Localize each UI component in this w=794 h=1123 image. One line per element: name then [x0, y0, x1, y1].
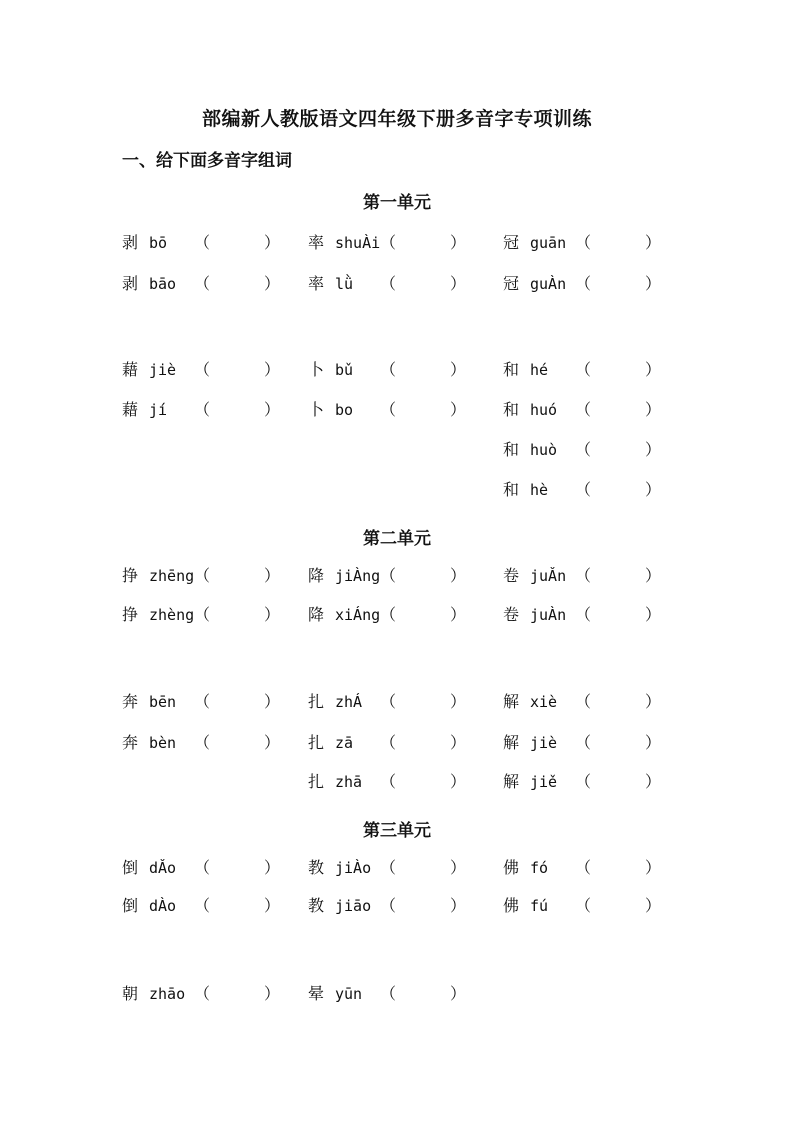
pinyin: lǜ — [335, 275, 354, 293]
character: 倒 — [122, 896, 139, 915]
answer-blank-close: ） — [264, 605, 281, 624]
polyphone-item — [308, 771, 468, 793]
polyphone-item — [503, 604, 663, 626]
character: 剥 — [122, 274, 139, 293]
answer-blank-open[interactable]: （ — [575, 772, 592, 791]
polyphone-item — [308, 895, 468, 917]
polyphone-item — [503, 399, 663, 421]
answer-blank-open[interactable]: （ — [575, 233, 592, 252]
answer-blank-open[interactable]: （ — [194, 360, 211, 379]
polyphone-item — [122, 565, 282, 587]
answer-blank-close: ） — [645, 605, 662, 624]
character: 卜 — [308, 360, 325, 379]
character: 卷 — [503, 566, 520, 585]
answer-blank-close: ） — [450, 605, 467, 624]
character: 率 — [308, 274, 325, 293]
pinyin: jiÀo — [335, 859, 372, 877]
pinyin: dǍo — [149, 859, 177, 877]
answer-blank-open[interactable]: （ — [380, 733, 397, 752]
answer-blank-open[interactable]: （ — [575, 360, 592, 379]
answer-blank-open[interactable]: （ — [380, 400, 397, 419]
answer-blank-close: ） — [264, 566, 281, 585]
page-title: 部编新人教版语文四年级下册多音字专项训练 — [201, 108, 592, 130]
answer-blank-open[interactable]: （ — [575, 480, 592, 499]
pinyin: bō — [149, 234, 168, 252]
polyphone-item — [308, 359, 468, 381]
answer-blank-close: ） — [645, 480, 662, 499]
polyphone-item — [308, 604, 468, 626]
answer-blank-close: ） — [645, 772, 662, 791]
pinyin: bǔ — [335, 361, 354, 379]
character: 奔 — [122, 733, 139, 752]
pinyin: bèn — [149, 734, 177, 752]
character: 挣 — [122, 566, 139, 585]
pinyin: dÀo — [149, 897, 177, 915]
answer-blank-open[interactable]: （ — [194, 274, 211, 293]
answer-blank-close: ） — [645, 566, 662, 585]
character: 和 — [503, 400, 520, 419]
answer-blank-open[interactable]: （ — [380, 566, 397, 585]
answer-blank-close: ） — [450, 400, 467, 419]
answer-blank-close: ） — [450, 233, 467, 252]
answer-blank-close: ） — [450, 896, 467, 915]
pinyin: jiè — [149, 361, 177, 379]
pinyin: fú — [530, 897, 549, 915]
answer-blank-close: ） — [450, 274, 467, 293]
answer-blank-open[interactable]: （ — [575, 274, 592, 293]
character: 奔 — [122, 692, 139, 711]
polyphone-item — [503, 232, 663, 254]
pinyin: jiè — [530, 734, 558, 752]
polyphone-item — [308, 273, 468, 295]
answer-blank-open[interactable]: （ — [575, 566, 592, 585]
pinyin: huò — [530, 441, 558, 459]
pinyin: xiè — [530, 693, 558, 711]
character: 藉 — [122, 400, 139, 419]
answer-blank-close: ） — [645, 440, 662, 459]
pinyin: huó — [530, 401, 558, 419]
answer-blank-close: ） — [450, 772, 467, 791]
polyphone-item — [122, 691, 282, 713]
character: 藉 — [122, 360, 139, 379]
character: 扎 — [308, 692, 325, 711]
polyphone-item — [308, 732, 468, 754]
pinyin: zhèng — [149, 606, 195, 624]
unit-heading: 第一单元 — [363, 193, 431, 213]
answer-blank-close: ） — [645, 400, 662, 419]
polyphone-item — [122, 732, 282, 754]
answer-blank-open[interactable]: （ — [575, 605, 592, 624]
pinyin: fó — [530, 859, 549, 877]
pinyin: jiÀng — [335, 567, 381, 585]
character: 教 — [308, 896, 325, 915]
character: 教 — [308, 858, 325, 877]
answer-blank-close: ） — [264, 233, 281, 252]
polyphone-item — [503, 359, 663, 381]
answer-blank-close: ） — [450, 360, 467, 379]
answer-blank-open[interactable]: （ — [575, 440, 592, 459]
answer-blank-close: ） — [264, 733, 281, 752]
character: 解 — [503, 772, 520, 791]
pinyin: juÀn — [530, 606, 567, 624]
character: 倒 — [122, 858, 139, 877]
answer-blank-open[interactable]: （ — [194, 400, 211, 419]
character: 和 — [503, 480, 520, 499]
character: 冠 — [503, 233, 520, 252]
character: 晕 — [308, 984, 325, 1003]
answer-blank-open[interactable]: （ — [194, 896, 211, 915]
section-heading: 一、给下面多音字组词 — [122, 151, 292, 171]
pinyin: jiāo — [335, 897, 372, 915]
polyphone-item — [308, 691, 468, 713]
pinyin: yūn — [335, 985, 363, 1003]
pinyin: zhāo — [149, 985, 186, 1003]
answer-blank-open[interactable]: （ — [380, 896, 397, 915]
answer-blank-close: ） — [645, 274, 662, 293]
polyphone-item — [308, 232, 468, 254]
answer-blank-open[interactable]: （ — [575, 896, 592, 915]
character: 解 — [503, 733, 520, 752]
character: 降 — [308, 605, 325, 624]
polyphone-item — [122, 983, 282, 1005]
character: 扎 — [308, 733, 325, 752]
answer-blank-close: ） — [264, 896, 281, 915]
answer-blank-close: ） — [645, 692, 662, 711]
pinyin: zā — [335, 734, 354, 752]
pinyin: zhēng — [149, 567, 195, 585]
polyphone-item — [122, 273, 282, 295]
pinyin: hé — [530, 361, 549, 379]
pinyin: bēn — [149, 693, 177, 711]
character: 和 — [503, 440, 520, 459]
character: 和 — [503, 360, 520, 379]
answer-blank-open[interactable]: （ — [575, 400, 592, 419]
pinyin: bo — [335, 401, 354, 419]
pinyin: jí — [149, 401, 168, 419]
character: 朝 — [122, 984, 139, 1003]
answer-blank-close: ） — [264, 692, 281, 711]
answer-blank-open[interactable]: （ — [194, 233, 211, 252]
answer-blank-close: ） — [450, 733, 467, 752]
pinyin: hè — [530, 481, 549, 499]
pinyin: bāo — [149, 275, 177, 293]
pinyin: zhÁ — [335, 693, 363, 711]
answer-blank-open[interactable]: （ — [380, 233, 397, 252]
answer-blank-close: ） — [264, 400, 281, 419]
answer-blank-close: ） — [450, 984, 467, 1003]
polyphone-item — [503, 771, 663, 793]
polyphone-item — [503, 565, 663, 587]
character: 降 — [308, 566, 325, 585]
answer-blank-close: ） — [264, 360, 281, 379]
polyphone-item — [308, 983, 468, 1005]
answer-blank-open[interactable]: （ — [380, 692, 397, 711]
answer-blank-close: ） — [450, 858, 467, 877]
answer-blank-open[interactable]: （ — [575, 733, 592, 752]
character: 剥 — [122, 233, 139, 252]
pinyin: guān — [530, 234, 567, 252]
answer-blank-close: ） — [645, 896, 662, 915]
polyphone-item — [308, 565, 468, 587]
polyphone-item — [122, 604, 282, 626]
polyphone-item — [122, 857, 282, 879]
answer-blank-open[interactable]: （ — [194, 984, 211, 1003]
answer-blank-open[interactable]: （ — [380, 858, 397, 877]
polyphone-item — [503, 273, 663, 295]
character: 卷 — [503, 605, 520, 624]
character: 解 — [503, 692, 520, 711]
answer-blank-open[interactable]: （ — [575, 858, 592, 877]
polyphone-item — [122, 359, 282, 381]
character: 挣 — [122, 605, 139, 624]
pinyin: zhā — [335, 773, 363, 791]
unit-heading: 第二单元 — [363, 529, 431, 549]
answer-blank-close: ） — [645, 733, 662, 752]
character: 卜 — [308, 400, 325, 419]
polyphone-item — [503, 857, 663, 879]
character: 率 — [308, 233, 325, 252]
polyphone-item — [122, 232, 282, 254]
polyphone-item — [122, 399, 282, 421]
polyphone-item — [122, 895, 282, 917]
answer-blank-close: ） — [450, 692, 467, 711]
pinyin: jiě — [530, 773, 558, 791]
answer-blank-close: ） — [645, 360, 662, 379]
answer-blank-open[interactable]: （ — [194, 692, 211, 711]
character: 佛 — [503, 858, 520, 877]
answer-blank-open[interactable]: （ — [380, 360, 397, 379]
answer-blank-open[interactable]: （ — [194, 566, 211, 585]
answer-blank-open[interactable]: （ — [380, 984, 397, 1003]
answer-blank-open[interactable]: （ — [194, 858, 211, 877]
character: 佛 — [503, 896, 520, 915]
pinyin: guÀn — [530, 275, 567, 293]
answer-blank-close: ） — [264, 274, 281, 293]
polyphone-item — [308, 399, 468, 421]
pinyin: xiÁng — [335, 606, 381, 624]
answer-blank-close: ） — [264, 858, 281, 877]
pinyin: juǍn — [530, 567, 567, 585]
polyphone-item — [308, 857, 468, 879]
answer-blank-close: ） — [450, 566, 467, 585]
polyphone-item — [503, 732, 663, 754]
answer-blank-open[interactable]: （ — [194, 733, 211, 752]
character: 冠 — [503, 274, 520, 293]
answer-blank-open[interactable]: （ — [194, 605, 211, 624]
answer-blank-open[interactable]: （ — [380, 274, 397, 293]
answer-blank-open[interactable]: （ — [380, 605, 397, 624]
pinyin: shuÀi — [335, 234, 381, 252]
answer-blank-open[interactable]: （ — [380, 772, 397, 791]
character: 扎 — [308, 772, 325, 791]
polyphone-item — [503, 479, 663, 501]
answer-blank-open[interactable]: （ — [575, 692, 592, 711]
unit-heading: 第三单元 — [363, 821, 431, 841]
answer-blank-close: ） — [645, 233, 662, 252]
polyphone-item — [503, 691, 663, 713]
answer-blank-close: ） — [645, 858, 662, 877]
answer-blank-close: ） — [264, 984, 281, 1003]
polyphone-item — [503, 439, 663, 461]
polyphone-item — [503, 895, 663, 917]
